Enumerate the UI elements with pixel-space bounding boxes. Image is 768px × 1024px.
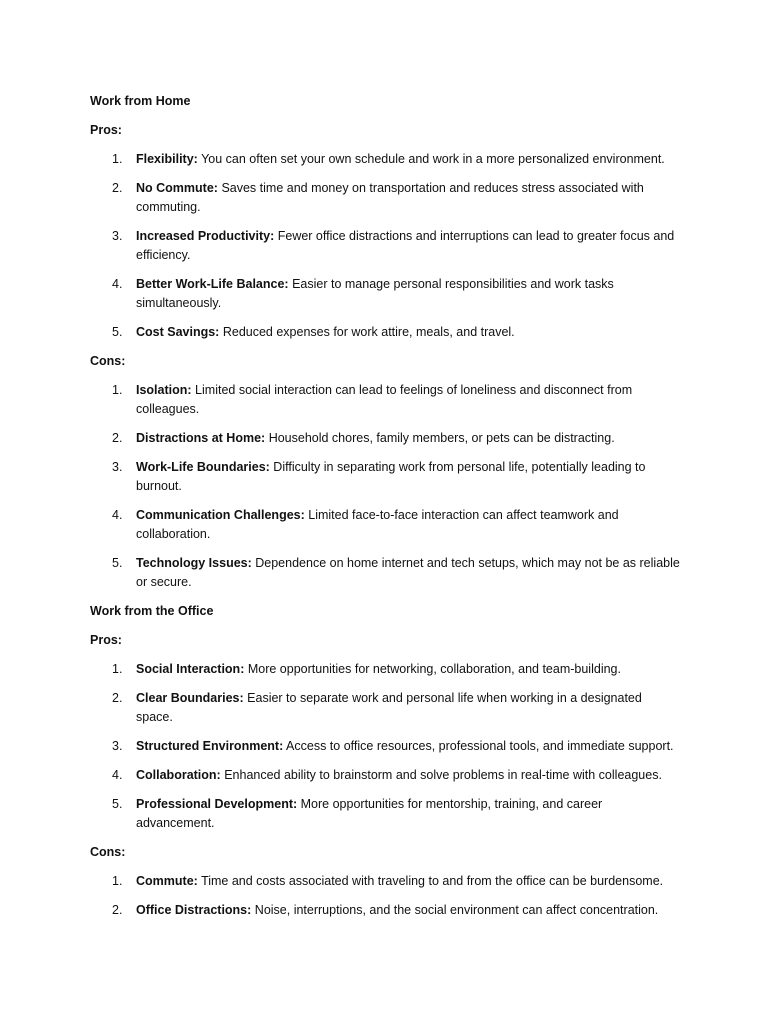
item-term: Technology Issues: (136, 556, 252, 570)
list-number: 4. (112, 768, 123, 782)
list-item (90, 795, 680, 833)
list-number: 5. (112, 797, 123, 811)
numbered-list (90, 381, 680, 592)
list-item (90, 179, 680, 217)
list-number: 4. (112, 508, 123, 522)
group-label: Pros: (90, 633, 122, 647)
item-term: Office Distractions: (136, 903, 252, 917)
item-description: You can often set your own schedule and work in a more personalized environment. (201, 152, 665, 166)
item-term: Structured Environment: (136, 739, 284, 753)
item-description: Easier to manage personal responsibilities and work tasks simultaneously. (136, 277, 614, 310)
item-description: Dependence on home internet and tech setups, which may not be as reliable or secure. (136, 556, 680, 589)
item-description: Access to office resources, professional tools, and immediate support. (286, 739, 674, 753)
item-term: Social Interaction: (136, 662, 245, 676)
item-description: Noise, interruptions, and the social environment can affect concentration. (254, 903, 659, 917)
item-description: Household chores, family members, or pets can be distracting. (268, 431, 615, 445)
list-number: 4. (112, 277, 123, 291)
numbered-list (90, 150, 680, 342)
item-description: Easier to separate work and personal life when working in a designated space. (136, 691, 642, 724)
item-description: Fewer office distractions and interruptions can lead to greater focus and efficiency. (136, 229, 675, 262)
list-number: 1. (112, 662, 123, 676)
item-term: Communication Challenges: (136, 508, 305, 522)
item-term: Distractions at Home: (136, 431, 266, 445)
list-number: 3. (112, 460, 123, 474)
item-description: More opportunities for mentorship, training, and career advancement. (136, 797, 603, 830)
item-term: Collaboration: (136, 768, 221, 782)
list-item (90, 506, 680, 544)
group-label: Cons: (90, 354, 126, 368)
list-item (90, 689, 680, 727)
list-number: 3. (112, 739, 123, 753)
list-number: 1. (112, 383, 123, 397)
item-description: Limited face-to-face interaction can affect teamwork and collaboration. (136, 508, 619, 541)
section-title: Work from the Office (90, 604, 214, 618)
item-term: Professional Development: (136, 797, 298, 811)
list-number: 2. (112, 431, 123, 445)
group-label: Cons: (90, 845, 126, 859)
item-term: Cost Savings: (136, 325, 220, 339)
item-term: Increased Productivity: (136, 229, 275, 243)
item-description: Reduced expenses for work attire, meals, and travel. (222, 325, 515, 339)
item-description: Enhanced ability to brainstorm and solve problems in real-time with colleagues. (224, 768, 662, 782)
item-term: No Commute: (136, 181, 218, 195)
list-number: 1. (112, 152, 123, 166)
item-term: Commute: (136, 874, 198, 888)
list-item (90, 458, 680, 496)
item-description: Time and costs associated with traveling to and from the office can be burdensome. (201, 874, 664, 888)
item-description: Difficulty in separating work from personal life, potentially leading to burnout. (136, 460, 646, 493)
list-item (90, 901, 680, 920)
item-description: Limited social interaction can lead to feelings of loneliness and disconnect from colleagues. (136, 383, 633, 416)
list-item (90, 275, 680, 313)
list-number: 3. (112, 229, 123, 243)
list-item (90, 660, 680, 679)
item-term: Isolation: (136, 383, 192, 397)
item-term: Flexibility: (136, 152, 198, 166)
list-number: 2. (112, 691, 123, 705)
list-item (90, 872, 680, 891)
list-item (90, 381, 680, 419)
list-number: 1. (112, 874, 123, 888)
list-number: 2. (112, 181, 123, 195)
list-item (90, 554, 680, 592)
numbered-list (90, 872, 680, 920)
item-term: Work-Life Boundaries: (136, 460, 270, 474)
section-title: Work from Home (90, 94, 191, 108)
item-term: Clear Boundaries: (136, 691, 244, 705)
item-term: Better Work-Life Balance: (136, 277, 289, 291)
list-item (90, 323, 680, 342)
item-description: Saves time and money on transportation and reduces stress associated with commuting. (136, 181, 644, 214)
list-item (90, 737, 680, 756)
list-number: 5. (112, 325, 123, 339)
list-item (90, 150, 680, 169)
list-number: 5. (112, 556, 123, 570)
item-description: More opportunities for networking, collaboration, and team-building. (247, 662, 621, 676)
numbered-list (90, 660, 680, 833)
list-item (90, 227, 680, 265)
list-number: 2. (112, 903, 123, 917)
list-item (90, 429, 680, 448)
group-label: Pros: (90, 123, 122, 137)
list-item (90, 766, 680, 785)
